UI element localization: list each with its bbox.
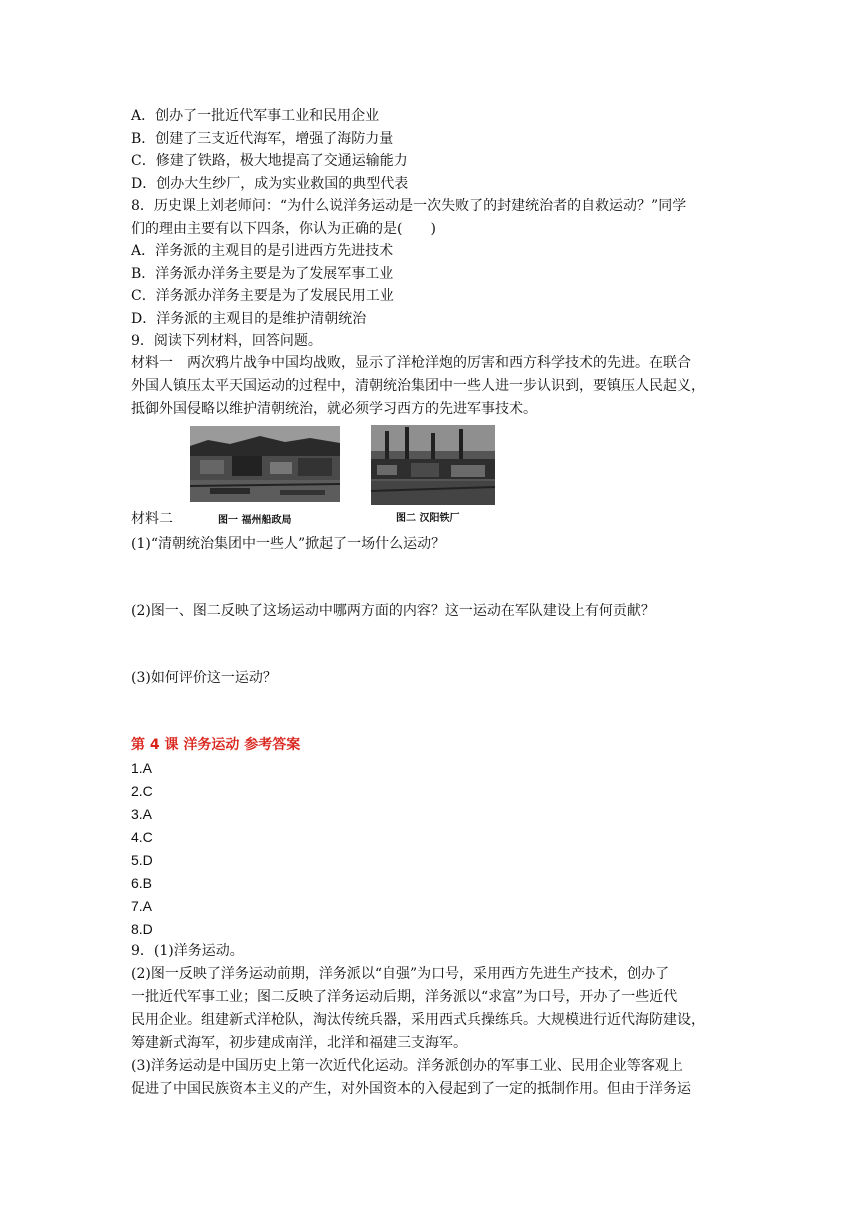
answer-9-3-line2: 促进了中国民族资本主义的产生，对外国资本的入侵起到了一定的抵制作用。但由于洋务运 [131, 1081, 691, 1097]
answer-9-2-line2: 一批近代军事工业；图二反映了洋务运动后期，洋务派以“求富”为口号，开办了一些近代 [131, 989, 678, 1005]
material1-line1: 材料一 两次鸦片战争中国均战败，显示了洋枪洋炮的厉害和西方科学技术的先进。在联合 [131, 355, 691, 371]
answers-title: 第 4 课 洋务运动 参考答案 [131, 737, 301, 753]
answer-9-2-line4: 筹建新式海军，初步建成南洋，北洋和福建三支海军。 [131, 1035, 467, 1051]
answer-9-2-line1: (2)图一反映了洋务运动前期，洋务派以“自强”为口号，采用西方先进生产技术，创办了 [131, 966, 670, 982]
q8-option-c: C．洋务派办洋务主要是为了发展民用工业 [131, 288, 394, 304]
figure1-caption: 图一 福州船政局 [218, 515, 292, 526]
q7-option-c: C．修建了铁路，极大地提高了交通运输能力 [131, 153, 408, 169]
answer-1: 1.A [131, 760, 153, 776]
material1-line2: 外国人镇压太平天国运动的过程中，清朝统治集团中一些人进一步认识到，要镇压人民起义， [131, 378, 705, 394]
q7-option-b: B．创建了三支近代海军，增强了海防力量 [131, 131, 394, 147]
answer-3: 3.A [131, 806, 153, 822]
q8-option-a: A．洋务派的主观目的是引进西方先进技术 [131, 243, 394, 259]
answer-8: 8.D [131, 921, 153, 937]
answer-7: 7.A [131, 898, 153, 914]
sub-question-2: (2)图一、图二反映了这场运动中哪两方面的内容？这一运动在军队建设上有何贡献？ [131, 603, 655, 619]
answer-4: 4.C [131, 829, 153, 845]
q8-option-b: B．洋务派办洋务主要是为了发展军事工业 [131, 266, 394, 282]
q7-option-d: D．创办大生纱厂，成为实业救国的典型代表 [131, 176, 409, 192]
ironworks-image [371, 425, 495, 505]
q7-option-a: A．创办了一批近代军事工业和民用企业 [131, 108, 380, 124]
figure2-photo [371, 425, 495, 505]
material1-line3: 抵御外国侵略以维护清朝统治，就必须学习西方的先进军事技术。 [131, 401, 537, 417]
answer-6: 6.B [131, 875, 153, 891]
answer-2: 2.C [131, 783, 153, 799]
figure2-caption: 图二 汉阳铁厂 [396, 513, 460, 524]
q8-stem-line2: 们的理由主要有以下四条，你认为正确的是( ) [131, 221, 436, 237]
shipyard-image [190, 426, 340, 502]
q9-stem: 9．阅读下列材料，回答问题。 [131, 333, 322, 349]
q8-option-d: D．洋务派的主观目的是维护清朝统治 [131, 311, 367, 327]
figure1-photo [190, 426, 340, 502]
answer-9-1: 9．(1)洋务运动。 [131, 943, 244, 959]
answer-5: 5.D [131, 852, 153, 868]
answer-9-3-line1: (3)洋务运动是中国历史上第一次近代化运动。洋务派创办的军事工业、民用企业等客观上 [131, 1058, 683, 1074]
q8-stem-line1: 8．历史课上刘老师问：“为什么说洋务运动是一次失败了的封建统治者的自救运动？”同学 [131, 198, 687, 214]
sub-question-3: (3)如何评价这一运动？ [131, 670, 277, 686]
sub-question-1: (1)“清朝统治集团中一些人”掀起了一场什么运动？ [131, 536, 446, 552]
material2-label: 材料二 [131, 511, 173, 527]
answer-9-2-line3: 民用企业。组建新式洋枪队，淘汰传统兵器，采用西式兵操练兵。大规模进行近代海防建设， [131, 1012, 705, 1028]
